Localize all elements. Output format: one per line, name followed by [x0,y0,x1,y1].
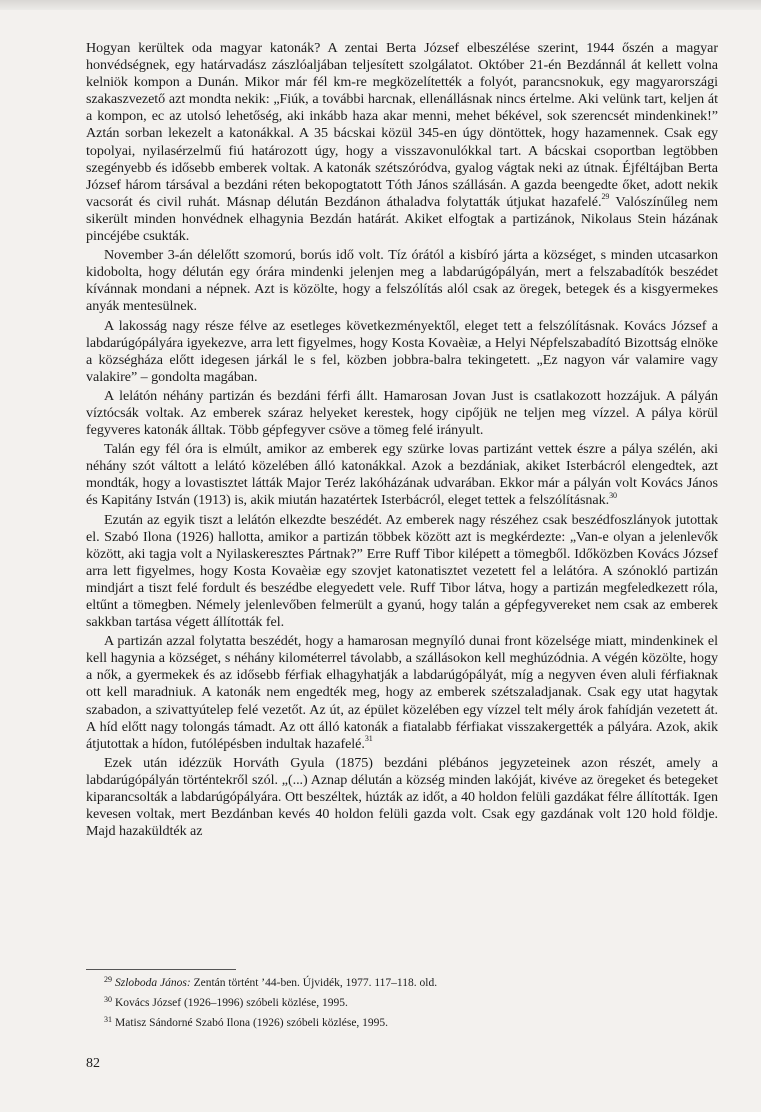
footnote-30: $^{30}$ Kovács József (1926–1996) szóbeli közlése, 1995. [104,995,348,1009]
paragraph-4: A lelátón néhány partizán és bezdáni férfi állt. Hamarosan Jovan Just is csatlakozott hozzájuk. A pályán víztócsák voltak. Az emberek száraz helyeket kerestek, hogy cipőjük ne teljen meg vízzel. A pálya körül fegyveres katonák álltak. Több gépfegyver csöve a tömeg felé irányult. [86,387,718,439]
footnote-31: $^{31}$ Matisz Sándorné Szabó Ilona (1926) szóbeli közlése, 1995. [104,1015,389,1029]
footnote-divider [86,969,236,970]
page-number: 82 [86,1056,100,1071]
page-body [86,40,718,840]
footnote-ref-31[interactable]: 31 [364,734,373,744]
paragraph-5: Talán egy fél óra is elmúlt, amikor az emberek egy szürke lovas partizánt vettek észre a pálya szélén, aki néhány szót váltott a lelátó közelében álló katonákkal. Azok a bezdániak, akiket Isterbácról elengedtek, azt mondták, hogy a lovastisztet látták Major Teréz lakóházának udvarában. Ekkor már a pályán volt Kovács János és Kapitány István (1913) is, akik miután hazatértek Isterbácról, eleget tettek a felszólításnak.$^{30}$ [86,441,718,509]
footnote-ref-30[interactable]: 30 [609,490,617,500]
paragraph-1: Hogyan kerültek oda magyar katonák? A zentai Berta József elbeszélése szerint, 1944 őszén a magyar honvédségnek, egy határvadász zászlóaljában teljesített szolgálatot. Október 21-én Bezdánnál át kellett volna kelniök kompon a Dunán. Mikor már fél km-re megközelítették a folyót, parancsnokuk, egy magyarországi szakaszvezető azt mondta nekik: „Fiúk, a további harcnak, ellenállásnak nincs értelme. Aki velünk tart, keljen át a kompon, ec az utolsó lehetőség, aki inkább haza akar menni, mehet békével, sok szerencsét mindenkinek!” Aztán sorban lekezelt a katonákkal. A 35 bácskai közül 345-en úgy döntöttek, hogy hazamennek. Csak egy topolyai, nyilasérzelmű fiú határozott úgy, hogy a visszavonulókkal tart. A bácskai csoportban legtöbben szegényebb és idősebb emberek voltak. A katonák szétszóródva, gyalog vágtak neki az útnak. Éjféltájban Berta József három társával a bezdáni réten bekopogtatott Tóth János szállásán. A gazda beengedte őket, adott nekik vacsorát és civil ruhát. Másnap délután Bezdánon áthaladva folytatták útjukat hazafelé.$^{29}$ Valószínűleg nem sikerült minden honvédnek elhagynia Bezdán határát. Akiket elfogtak a partizánok, Nikolaus Stein házának pincéjébe csukták. [86,40,719,245]
paragraph-2: November 3-án délelőtt szomorú, borús idő volt. Tíz órától a kisbíró járta a községet, s minden utcasarkon kidobolta, hogy délután egy órára mindenki jelenjen meg a labdarúgópályán, mert a felszabadítók beszédet kívánnak mondani a népnek. Azt is közölte, hogy a felszólítás alól csak az öregek, betegek és a kisgyermekes anyák mentesülnek. [86,247,718,315]
scan-top-edge [0,0,761,10]
paragraph-6: Ezután az egyik tiszt a lelátón elkezdte beszédét. Az emberek nagy részéhez csak beszédfoszlányok jutottak el. Szabó Ilona (1926) hallotta, amikor a partizán többek között azt is megkérdezte: „Van-e olyan a jelenlevők között, aki tagja volt a Nyilaskeresztes Pártnak?” Erre Ruff Tibor kilépett a tömegből. Időközben Kovács József arra lett figyelmes, hogy Kosta Kovaèiæ egy szovjet katonatisztet vezetett fel a lelátóra. A szónokló partizán mindjárt a tiszt felé fordult és beszédbe elegyedett vele. Ruff Tibor látva, hogy a partizán megfeledkezett róla, eltűnt a tömegben. Némely jelenlevőben felmerült a gyanú, hogy talán a gépfegyvereket nem csak az emberek sakkban tartása végett állították fel. [86,511,718,631]
footnote-ref-29[interactable]: 29 [601,192,610,202]
footnote-29: $^{29}$ Szloboda János: Zentán történt ’44-ben. Újvidék, 1977. 117–118. old. [104,975,438,989]
footnotes [104,976,664,1036]
paragraph-3: A lakosság nagy része félve az esetleges következményektől, eleget tett a felszólításnak. Kovács József a labdarúgópályára igyekezve, arra lett figyelmes, hogy Kosta Kovaèiæ, a Helyi Népfelszabadító Bizottság elnöke a községháza előtt idegesen járkál le s fel, közben jobbra-balra tekingetett. „Ez nagyon vár valamire vagy valakire” – gondolta magában. [86,317,718,385]
paragraph-8: Ezek után idézzük Horváth Gyula (1875) bezdáni plébános jegyzeteinek azon részét, amely a labdarúgópályán történtekről szól. „(...) Aznap délután a község minden lakóját, kivéve az öregeket és betegeket kiparancsolták a labdarúgópályára. Ott beszéltek, húzták az időt, a 40 holdon felüli gazdákat félre állították. Igen kevesen voltak, mert Bezdánban kevés 40 holdon felüli gazda volt. Csak egy gazdának volt 120 hold földje. Majd hazaküldték az [86,754,718,840]
paragraph-7: A partizán azzal folytatta beszédét, hogy a hamarosan megnyíló dunai front közelsége miatt, mindenkinek el kell hagynia a községet, s néhány kilométerrel távolabb, a szállásokon kell meghúzódnia. A végén közölte, hogy a nők, a gyermekek és az idősebb férfiak elhagyhatják a labdarúgópályát, míg a negyven éven aluli férfiaknak ott kell maradniuk. A katonák nem engedték meg, hogy az emberek szétszaladjanak. Csak egy utat hagytak szabadon, a szivattyútelep felé vezetőt. Az út, az épület közelében egy vízzel telt mély árok fahídján vezetett át. A híd előtt nagy tolongás támadt. Az ott álló katonák a fiatalabb férfiakat visszakergették a pályára. Azok, akik átjutottak a hídon, futólépésben indultak hazafelé.$^{31}$ [86,633,718,752]
